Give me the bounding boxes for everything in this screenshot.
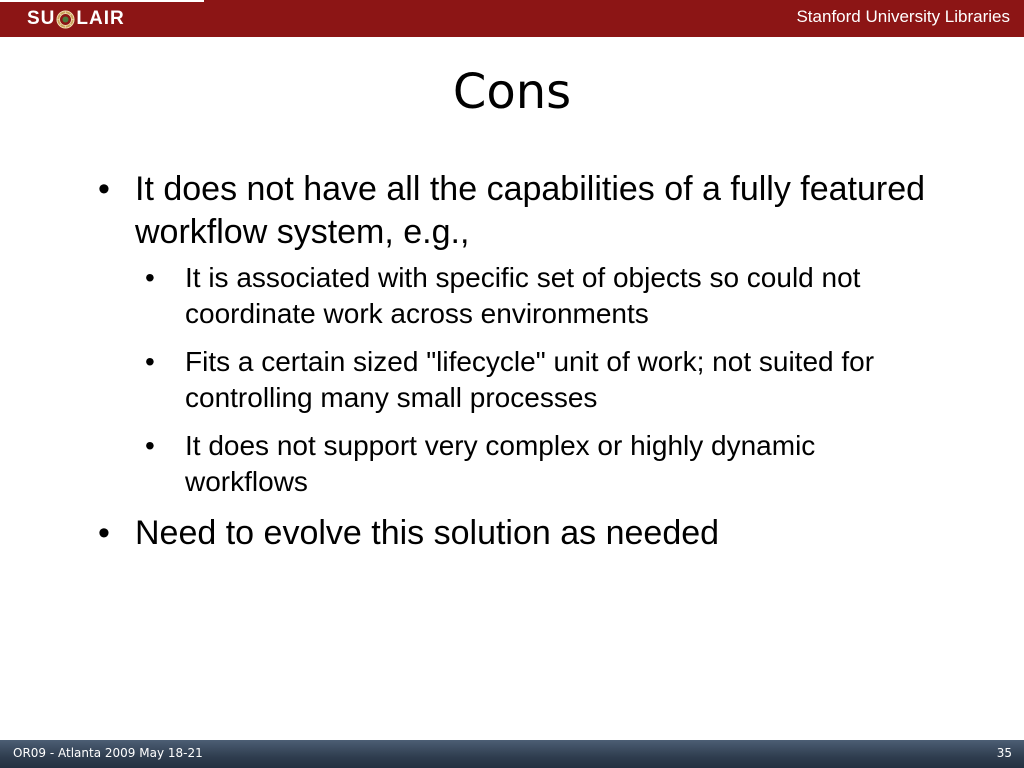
header-bar (0, 0, 1024, 37)
footer-bar (0, 740, 1024, 768)
bullet-text: It does not have all the capabilities of a fully featured workflow system, e.g., (135, 170, 926, 251)
footer-event-label: OR09 - Atlanta 2009 May 18-21 (13, 746, 203, 760)
logo-text-left: SU (27, 8, 56, 29)
sub-bullet-item (135, 260, 938, 332)
bullet-icon: • (145, 346, 155, 377)
sub-bullet-text: It does not support very complex or highly dynamic workflows (185, 430, 816, 497)
bullet-icon: • (98, 514, 110, 552)
bullet-icon: • (145, 430, 155, 461)
sub-bullet-item (135, 344, 938, 416)
organization-name: Stanford University Libraries (796, 7, 1010, 26)
sub-bullet-text: Fits a certain sized "lifecycle" unit of work; not suited for controlling many small processes (185, 346, 875, 413)
bullet-icon: • (145, 262, 155, 293)
bullet-item (98, 512, 938, 555)
bullet-list (98, 168, 938, 563)
sub-bullet-text: It is associated with specific set of objects so could not coordinate work across environments (185, 262, 861, 329)
sub-bullet-list (135, 260, 938, 500)
university-seal-icon (56, 10, 75, 29)
sulair-logo (27, 7, 125, 31)
page-number: 35 (996, 746, 1012, 760)
header-accent-line (0, 0, 204, 2)
logo-text-right: LAIR (76, 8, 125, 29)
slide-title: Cons (452, 64, 572, 120)
bullet-icon: • (98, 170, 110, 208)
bullet-text: Need to evolve this solution as needed (135, 514, 720, 552)
sub-bullet-item (135, 428, 938, 500)
bullet-item (98, 168, 938, 500)
